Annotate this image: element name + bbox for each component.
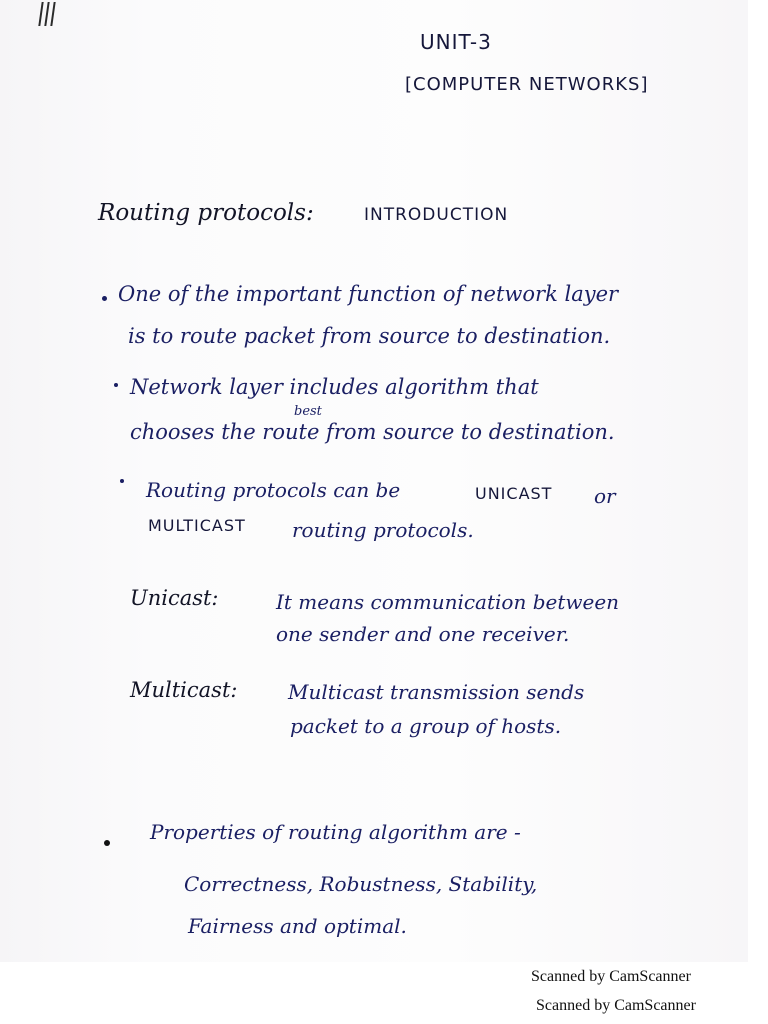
- unicast-definition-line-2: one sender and one receiver.: [276, 622, 570, 646]
- bullet-2-line-2: chooses the route from source to destination.: [130, 420, 615, 444]
- unicast-definition-line-1: It means communication between: [276, 590, 620, 614]
- properties-line-2: Correctness, Robustness, Stability,: [184, 872, 538, 896]
- multicast-definition-line-2: packet to a group of hosts.: [290, 714, 562, 738]
- properties-line-3: Fairness and optimal.: [188, 914, 407, 938]
- bullet-3-multicast: MULTICAST: [148, 516, 246, 535]
- bullet-1-line-2: is to route packet from source to destination.: [128, 324, 611, 348]
- multicast-definition-line-1: Multicast transmission sends: [288, 680, 585, 704]
- bullet-3-line-2b: routing protocols.: [292, 518, 474, 542]
- bullet-3-line-1a: Routing protocols can be: [146, 478, 401, 502]
- bullet-2-line-1: Network layer includes algorithm that: [130, 375, 539, 399]
- bullet-2-insert-word: best: [294, 404, 322, 419]
- bullet-1-line-1: One of the important function of network layer: [118, 282, 619, 306]
- subject-label: [COMPUTER NETWORKS]: [405, 74, 649, 95]
- definition-term-unicast: Unicast:: [130, 586, 219, 610]
- scanner-watermark: Scanned by CamScanner: [531, 968, 691, 985]
- bullet-dot: [120, 479, 124, 483]
- bullet-3-or: or: [594, 484, 616, 508]
- scanner-watermark: Scanned by CamScanner: [536, 997, 696, 1014]
- bullet-dot: [104, 840, 110, 846]
- bullet-dot: [102, 296, 107, 301]
- tally-marks-icon: [36, 0, 72, 30]
- definition-term-multicast: Multicast:: [130, 678, 238, 702]
- bullet-dot: [114, 383, 118, 387]
- bullet-3-unicast: UNICAST: [475, 484, 553, 503]
- heading-prefix: Routing protocols:: [98, 200, 314, 226]
- unit-label: UNIT-3: [420, 30, 492, 54]
- page-title: INTRODUCTION: [364, 205, 509, 225]
- properties-line-1: Properties of routing algorithm are -: [150, 820, 521, 844]
